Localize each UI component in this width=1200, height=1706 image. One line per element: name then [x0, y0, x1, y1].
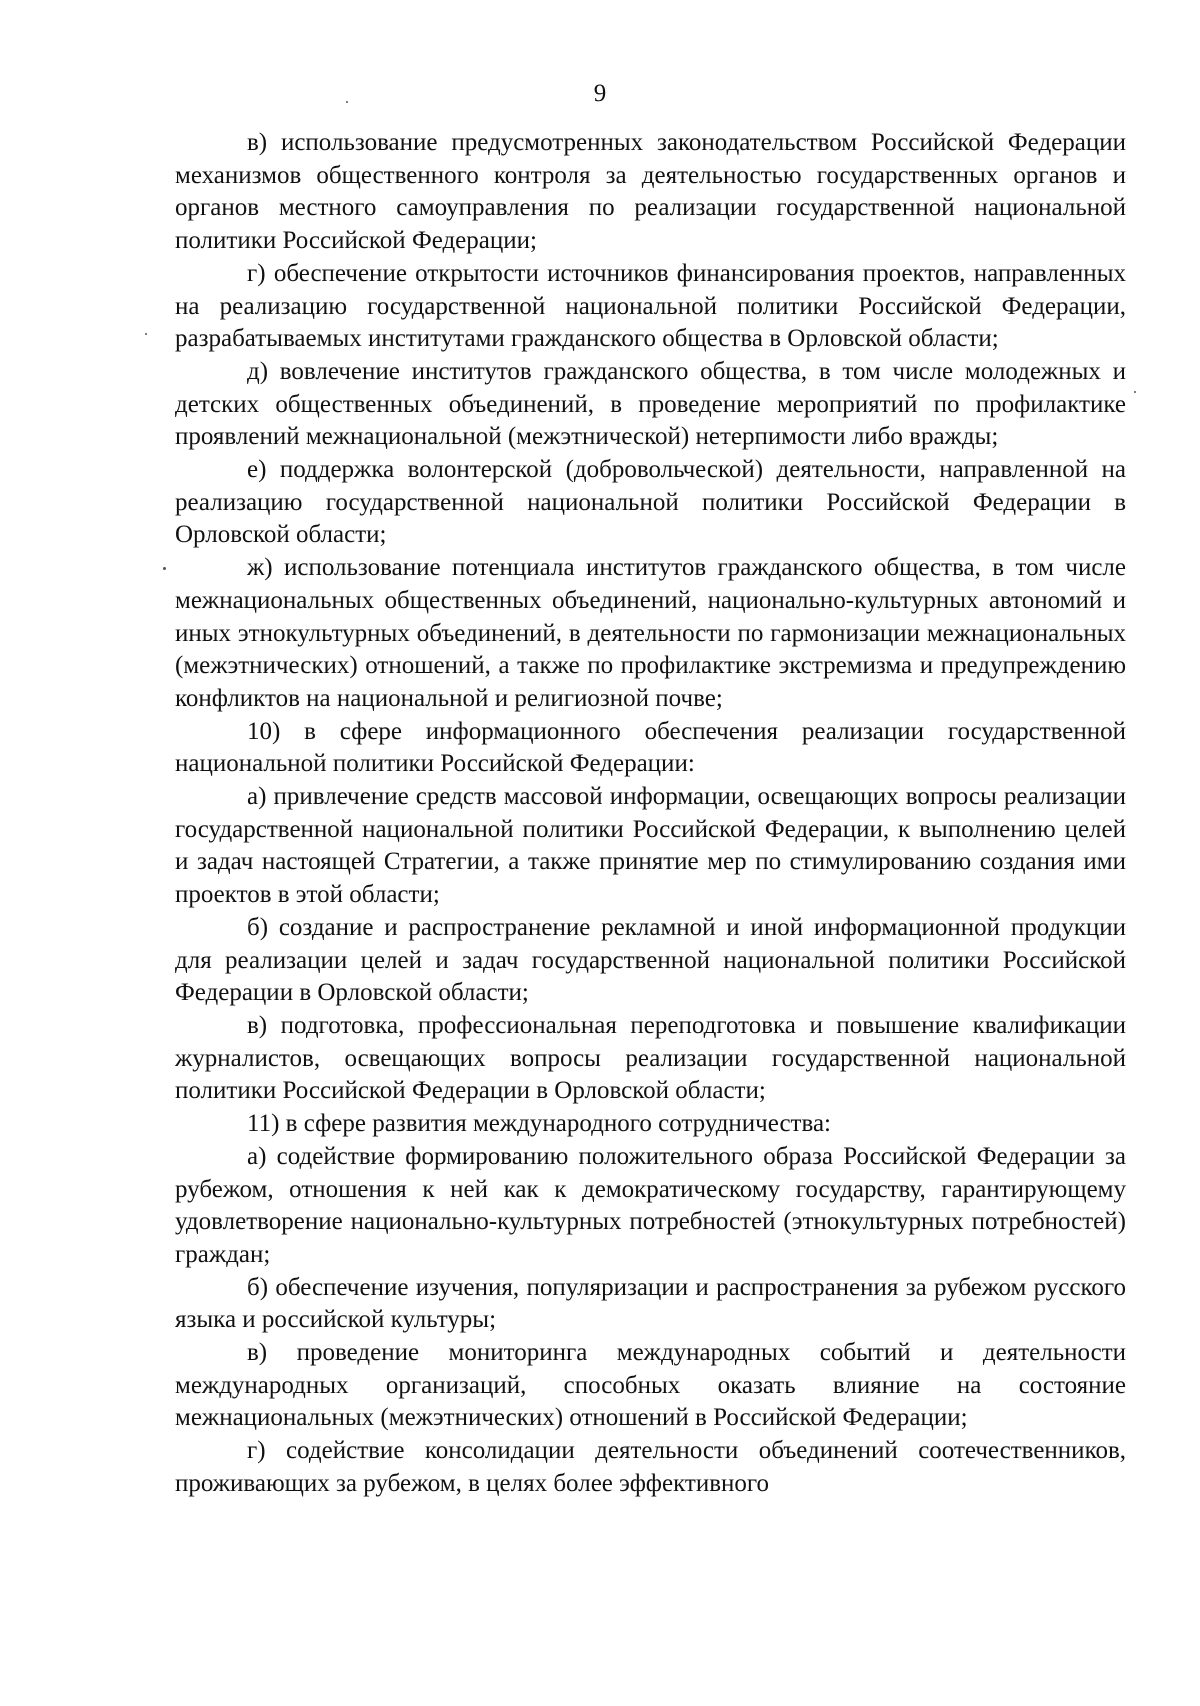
scan-speck	[346, 101, 348, 103]
paragraph-item-b-russian-language: б) обеспечение изучения, популяризации и распространения за рубежом русского языка и российской культуры;	[175, 1273, 1126, 1334]
paragraph-item-v-journalist-training: в) подготовка, профессиональная переподготовка и повышение квалификации журналистов, освещающих вопросы реализации государственной национальной политики Российской Федерации в Орловской области;	[175, 1011, 1126, 1105]
paragraph-item-d-civil-society-involvement: д) вовлечение институтов гражданского общества, в том числе молодежных и детских общественных объединений, в проведение мероприятий по профилактике проявлений межнациональной (межэтнической) нетерпимости либо вражды;	[175, 357, 1126, 451]
paragraph-item-v-monitoring: в) проведение мониторинга международных событий и деятельности международных организаций, способных оказать влияние на состояние межнациональных (межэтнических) отношений в Российской Федерации;	[175, 1339, 1126, 1432]
paragraph-item-a-mass-media: а) привлечение средств массовой информации, освещающих вопросы реализации государственной национальной политики Российской Федерации, к выполнению целей и задач настоящей Стратегии, а также принятие мер по стимулированию создания ими проектов в этой области;	[175, 783, 1126, 909]
paragraph-item-b-advertising-products: б) создание и распространение рекламной и иной информационной продукции для реализации целей и задач государственной национальной политики Российской Федерации в Орловской области;	[175, 913, 1126, 1007]
paragraph-item-v-public-control: в) использование предусмотренных законодательством Российской Федерации механизмов общественного контроля за деятельностью государственных органов и органов местного самоуправления по реализации государственной национальной политики Российской Федерации;	[175, 129, 1126, 255]
paragraph-item-g-compatriots: г) содействие консолидации деятельности объединений соотечественников, проживающих за рубежом, в целях более эффективного	[175, 1437, 1126, 1497]
scan-speck	[163, 567, 166, 570]
paragraph-item-zh-civil-society-potential: ж) использование потенциала институтов гражданского общества, в том числе межнациональных общественных объединений, национально-культурных автономий и иных этнокультурных объединений, в деятельности по гармонизации межнациональных (межэтнических) отношений, а также по профилактике экстремизма и предупреждению конфликтов на национальной и религиозной почве;	[175, 554, 1126, 712]
paragraph-item-a-positive-image: а) содействие формированию положительного образа Российской Федерации за рубежом, отношения к ней как к демократическому государству, гарантирующему удовлетворение национально-культурных потребностей (этнокультурных потребностей) граждан;	[175, 1142, 1126, 1268]
document-body	[175, 127, 1126, 1501]
paragraph-item-g-funding-transparency: г) обеспечение открытости источников финансирования проектов, направленных на реализацию государственной национальной политики Российской Федерации, разрабатываемых институтами гражданского общества в Орловской области;	[175, 259, 1126, 353]
scan-speck	[145, 333, 147, 335]
paragraph-section-10-information: 10) в сфере информационного обеспечения реализации государственной национальной политики Российской Федерации:	[175, 717, 1126, 778]
scan-speck	[1134, 391, 1136, 393]
paragraph-item-e-volunteer-support: е) поддержка волонтерской (добровольческой) деятельности, направленной на реализацию государственной национальной политики Российской Федерации в Орловской области;	[175, 456, 1126, 549]
page-number: 9	[593, 80, 607, 107]
paragraph-section-11-international: 11) в сфере развития международного сотрудничества:	[247, 1110, 831, 1138]
